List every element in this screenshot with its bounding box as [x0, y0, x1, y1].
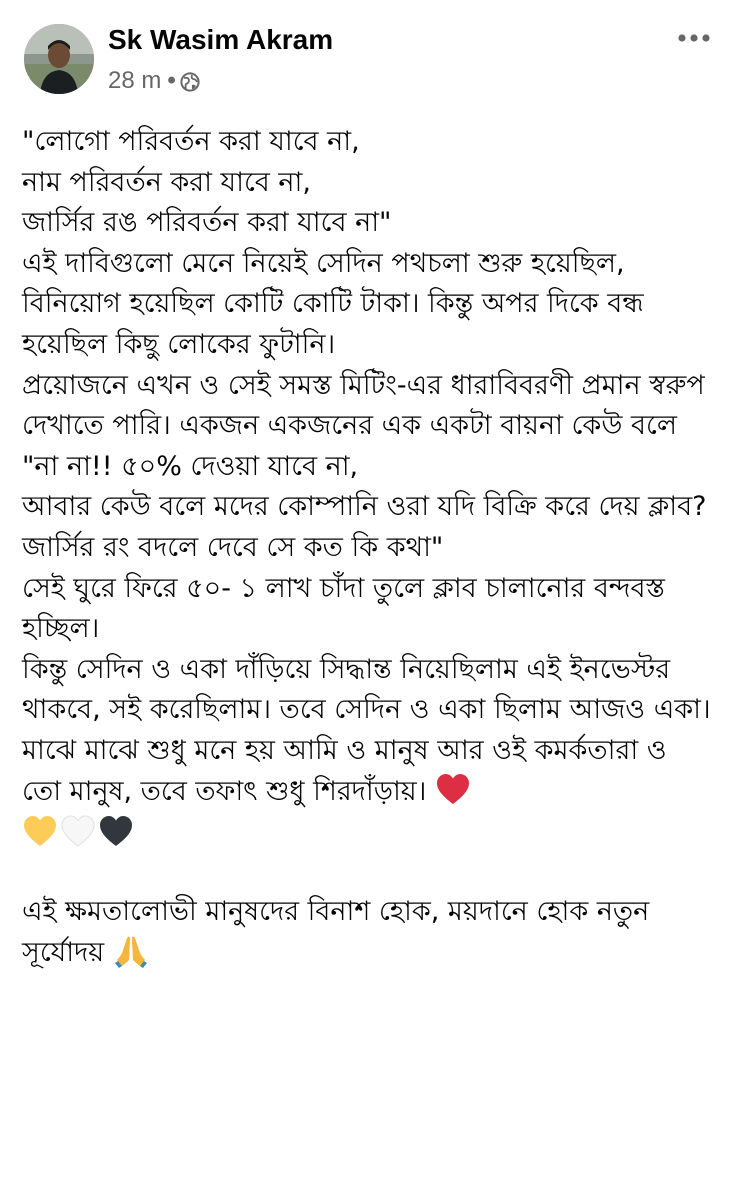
post-paragraph: নাম পরিবর্তন করা যাবে না, [22, 166, 311, 198]
black-heart-icon [98, 814, 134, 850]
post-closing-paragraph [22, 892, 712, 973]
folded-hands-icon [113, 933, 149, 969]
post-meta [108, 66, 200, 96]
emoji-row [22, 812, 712, 852]
post-header [0, 0, 730, 110]
more-options-button[interactable] [672, 20, 716, 56]
white-heart-icon [60, 814, 96, 850]
meta-separator: • [167, 67, 176, 94]
yellow-heart-icon [22, 814, 58, 850]
globe-icon[interactable] [180, 71, 200, 91]
avatar[interactable] [24, 24, 94, 94]
post-paragraph: মাঝে মাঝে শুধু মনে হয় আমি ও মানুষ আর ওই কমর্কতারা ও তো মানুষ, তবে তফাৎ শুধু শিরদাঁড়ায়। [22, 734, 676, 807]
post-paragraph: সেই ঘুরে ফিরে ৫০- ১ লাখ চাঁদা তুলে ক্লাব চালানোর বন্দবস্ত হচ্ছিল। [22, 572, 674, 645]
post-text [22, 122, 712, 973]
post-paragraph: এই দাবিগুলো মেনে নিয়েই সেদিন পথচলা শুরু হয়েছিল, বিনিয়োগ হয়েছিল কোটি কোটি টাকা। কিন্তু অপর দিকে বন্ধ হয়েছিল কিছু লোকের ফুটানি। [22, 247, 653, 360]
more-horizontal-icon [678, 33, 710, 43]
post-paragraph-with-emoji [22, 731, 712, 812]
post-paragraph: কিন্তু সেদিন ও একা দাঁড়িয়ে সিদ্ধান্ত নিয়েছিলাম এই ইনভেস্টর থাকবে, সই করেছিলাম। তবে সেদিন ও একা ছিলাম আজও একা। [22, 653, 711, 726]
post-paragraph: আবার কেউ বলে মদের কোম্পানি ওরা যদি বিক্রি করে দেয় ক্লাব? [22, 491, 707, 523]
post-paragraph: প্রয়োজনে এখন ও সেই সমস্ত মিটিং-এর ধারাবিবরণী প্রমান স্বরুপ দেখাতে পারি। একজন একজনের এক একটা বায়না কেউ বলে [22, 369, 714, 442]
author-name[interactable]: Sk Wasim Akram [108, 24, 334, 55]
post-paragraph: জার্সির রঙ পরিবর্তন করা যাবে না" [22, 207, 392, 239]
post-time[interactable]: 28 m [108, 67, 162, 94]
post-paragraph: জার্সির রং বদলে দেবে সে কত কি কথা" [22, 531, 444, 563]
red-heart-icon [435, 772, 471, 808]
post-paragraph: "না না!! ৫০% দেওয়া যাবে না, [22, 450, 359, 482]
post-paragraph: "লোগো পরিবর্তন করা যাবে না, [22, 126, 360, 157]
post-closing-text: এই ক্ষমতালোভী মানুষদের বিনাশ হোক, ময়দানে হোক নতুন সূর্যোদয় [22, 896, 658, 968]
paragraph-spacer [22, 852, 712, 892]
